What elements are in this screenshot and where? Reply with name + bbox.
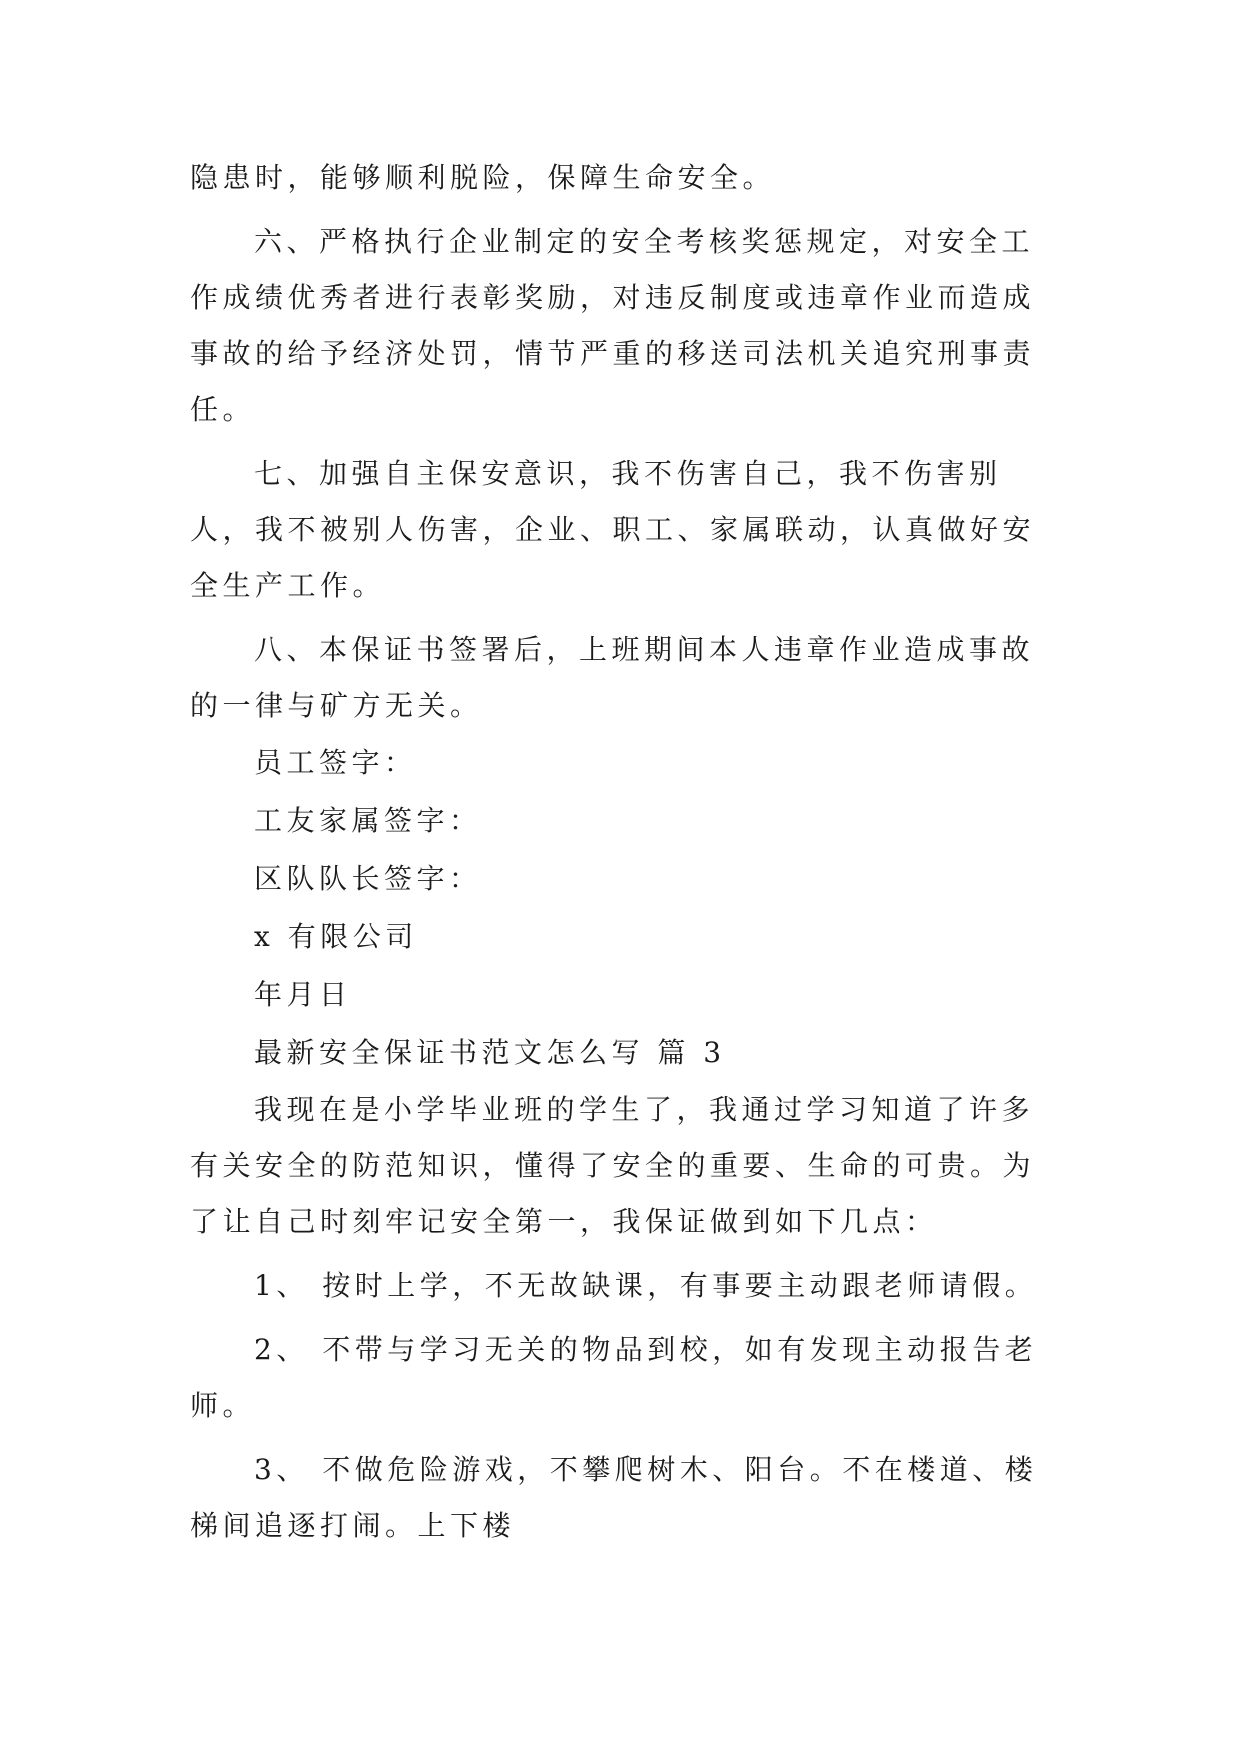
paragraph-item-6: 六、严格执行企业制定的安全考核奖惩规定，对安全工作成绩优秀者进行表彰奖励，对违反制度或违章作业而造成事故的给予经济处罚，情节严重的移送司法机关追究刑事责任。	[190, 225, 1036, 426]
paragraph-continuation: 隐患时，能够顺利脱险，保障生命安全。	[190, 161, 776, 194]
team-leader-signature-line: 区队队长签字：	[254, 862, 482, 895]
document-body	[190, 150, 1055, 1554]
employee-signature-line: 员工签字：	[254, 746, 417, 779]
date-line: 年月日	[254, 978, 352, 1011]
paragraph-item-7: 七、加强自主保安意识，我不伤害自己，我不伤害别人，我不被别人伤害，企业、职工、家属联动，认真做好安全生产工作。	[190, 457, 1036, 602]
list-item-1: 1、 按时上学，不无故缺课，有事要主动跟老师请假。	[254, 1269, 1038, 1302]
list-item-2: 2、 不带与学习无关的物品到校，如有发现主动报告老师。	[190, 1333, 1038, 1422]
paragraph-item-8: 八、本保证书签署后，上班期间本人违章作业造成事故的一律与矿方无关。	[190, 633, 1035, 722]
family-signature-line: 工友家属签字：	[254, 804, 482, 837]
list-item-3: 3、 不做危险游戏，不攀爬树木、阳台。不在楼道、楼梯间追逐打闹。上下楼	[190, 1453, 1038, 1542]
section-heading: 最新安全保证书范文怎么写 篇 3	[254, 1036, 726, 1069]
company-name: x 有限公司	[254, 920, 418, 953]
paragraph-intro: 我现在是小学毕业班的学生了，我通过学习知道了许多有关安全的防范知识，懂得了安全的重要、生命的可贵。为了让自己时刻牢记安全第一，我保证做到如下几点：	[190, 1093, 1036, 1238]
